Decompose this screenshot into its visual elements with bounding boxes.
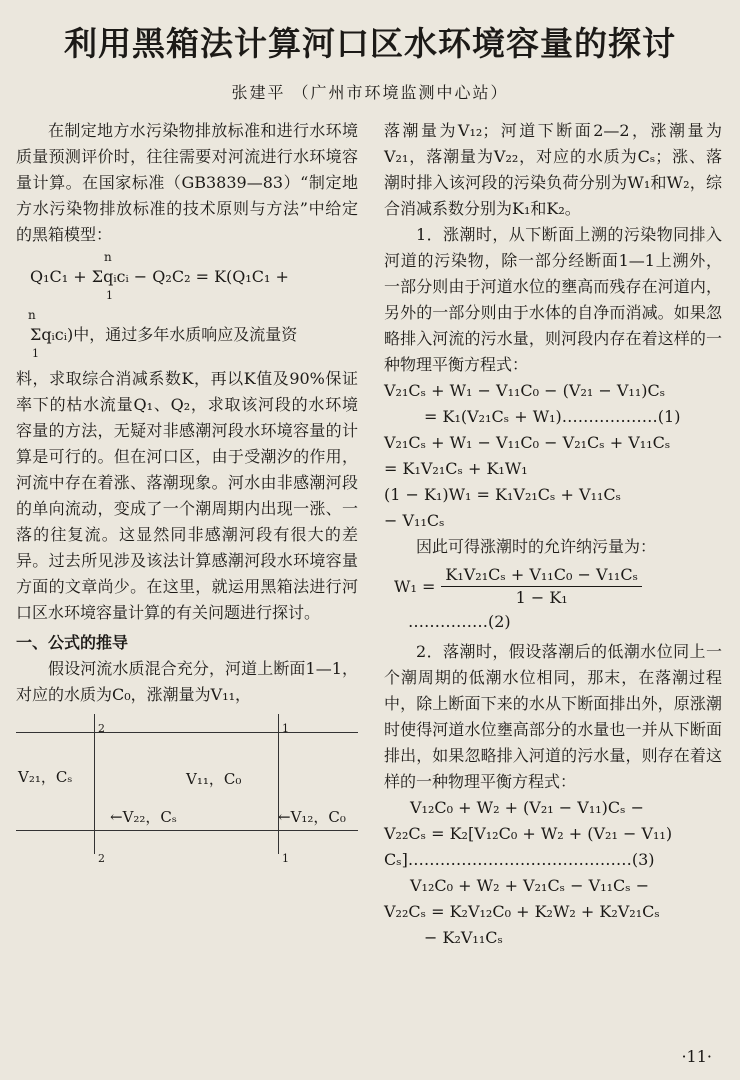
section-1-line [278,714,279,854]
eq3-line-d: V₁₂C₀ + W₂ + V₂₁Cₛ − V₁₁Cₛ − [410,876,650,895]
eq1-line-a: V₂₁Cₛ + W₁ − V₁₁C₀ − (V₂₁ − V₁₁)Cₛ [384,381,666,400]
definitions-paragraph: 落潮量为V₁₂；河道下断面2—2，涨潮量为V₂₁，落潮量为V₂₂，对应的水质为Cₛ；涨、落潮时排入该河段的污染负荷分别为W₁和W₂，综合消减系数分别为K₁和K₂。 [384,121,722,218]
eq2-tag: ……………(2) [408,612,511,631]
equation-2 [394,564,722,609]
eq3-line-b: V₂₂Cₛ = K₂[V₁₂C₀ + W₂ + (V₂₁ − V₁₁) [384,824,673,843]
formula-lower-limit: 1 [106,289,113,302]
equation-1-block [384,378,722,534]
eq3-line-a: V₁₂C₀ + W₂ + (V₂₁ − V₁₁)Cₛ − [410,798,645,817]
eq3-line-e: V₂₂Cₛ = K₂V₁₂C₀ + K₂W₂ + K₂V₂₁Cₛ [384,902,660,921]
upstream-ebb-arrow: ←V₁₂，C₀ [278,808,346,826]
equation-3-block [384,795,722,951]
riverbank-top-line [16,732,358,733]
eq2-lhs: W₁ = [394,576,436,596]
right-column [384,118,722,951]
eq1-line-c: V₂₁Cₛ + W₁ − V₁₁C₀ − V₂₁Cₛ + V₁₁Cₛ [384,433,671,452]
eq1-line-b: = K₁(V₂₁Cₛ + W₁)………………(1) [424,407,681,426]
ebb-tide-paragraph: 2．落潮时，假设落潮后的低潮水位同上一个潮周期的低潮水位相同，那末，在落潮过程中，除上断面下来的水从下断面排出外，原涨潮时使得河道水位壅高部分的水量也一并从下断面排出，如果忽略排入河道的污水量，则存在着这样的一种物理平衡方程式： [384,642,722,791]
section-2-top-label: 2 [98,722,105,735]
left-column [16,118,358,872]
section-2-line [94,714,95,854]
upstream-flood-label: V₁₁，C₀ [186,770,242,788]
formula-upper-limit: n [104,250,112,264]
formula-line: Q₁C₁ + Σqᵢcᵢ − Q₂C₂ = K(Q₁C₁ + [30,267,289,286]
downstream-flood-label: V₂₁，Cₛ [18,768,73,786]
eq1-line-e: (1 − K₁)W₁ = K₁V₂₁Cₛ + V₁₁Cₛ [384,485,622,504]
author-byline: 张建平 （广州市环境监测中心站） [231,83,509,102]
article-title: 利用黑箱法计算河口区水环境容量的探讨 [64,24,676,63]
formula-block [16,250,358,360]
assumption-paragraph: 假设河流水质混合充分，河道上断面1—1，对应的水质为C₀，涨潮量为V₁₁， [16,659,358,704]
section-2-bottom-label: 2 [98,852,105,865]
formula-upper-limit-2: n [28,308,36,322]
flood-tide-paragraph: 1．涨潮时，从下断面上溯的污染物同排入河道的污染物，除一部分经断面1—1上溯外，一部分则由于河道水位的壅高而残存在河道内，另外的一部分则由于水体的自净而消减。如果忽略排入河流的污水量，则河段内存在着这样的一种物理平衡方程式： [384,225,722,374]
eq2-numerator: K₁V₂₁Cₛ + V₁₁C₀ − V₁₁Cₛ [441,564,642,587]
intro-paragraph: 在制定地方水污染物排放标准和进行水环境质量预测评价时，往往需要对河流进行水环境容量计算。在国家标准（GB3839—83）“制定地方水污染物排放标准的技术原则与方法”中给定的黑箱模型： [16,121,358,244]
eq2-denominator: 1 − K₁ [515,588,568,607]
section-heading: 一、公式的推导 [16,633,129,652]
downstream-ebb-arrow: ←V₂₂，Cₛ [110,808,177,826]
eq1-line-f: − V₁₁Cₛ [384,511,445,530]
section-1-top-label: 1 [282,722,289,735]
formula-line-2: Σqᵢcᵢ)中，通过多年水质响应及流量资 [30,325,298,344]
section-1-bottom-label: 1 [282,852,289,865]
riverbank-bottom-line [16,830,358,831]
page-number: ·11· [681,1047,712,1066]
formula-lower-limit-2: 1 [32,347,39,360]
eq3-line-f: − K₂V₁₁Cₛ [424,928,503,947]
eq1-line-d: = K₁V₂₁Cₛ + K₁W₁ [384,459,528,478]
allowable-load-intro: 因此可得涨潮时的允许纳污量为： [416,537,657,556]
method-paragraph: 料，求取综合消减系数K，再以K值及90%保证率下的枯水流量Q₁、Q₂，求取该河段的水环境容量的方法，无疑对非感潮河段水环境容量的计算是可行的。但在河口区，由于受潮汐的作用，河流中存在着涨、落潮现象。河水由非感潮河段的单向流动，变成了一个潮周期内出现一涨、一落的往复流。这显然同非感潮河段有很大的差异。过去所见涉及该法计算感潮河段水环境容量方面的文章尚少。在这里，就运用黑箱法进行河口区水环境容量计算的有关问题进行探讨。 [16,369,358,622]
eq2-fraction [441,564,642,609]
river-section-diagram [16,712,358,872]
eq3-line-c: Cₛ]……………………………………(3) [384,850,655,869]
